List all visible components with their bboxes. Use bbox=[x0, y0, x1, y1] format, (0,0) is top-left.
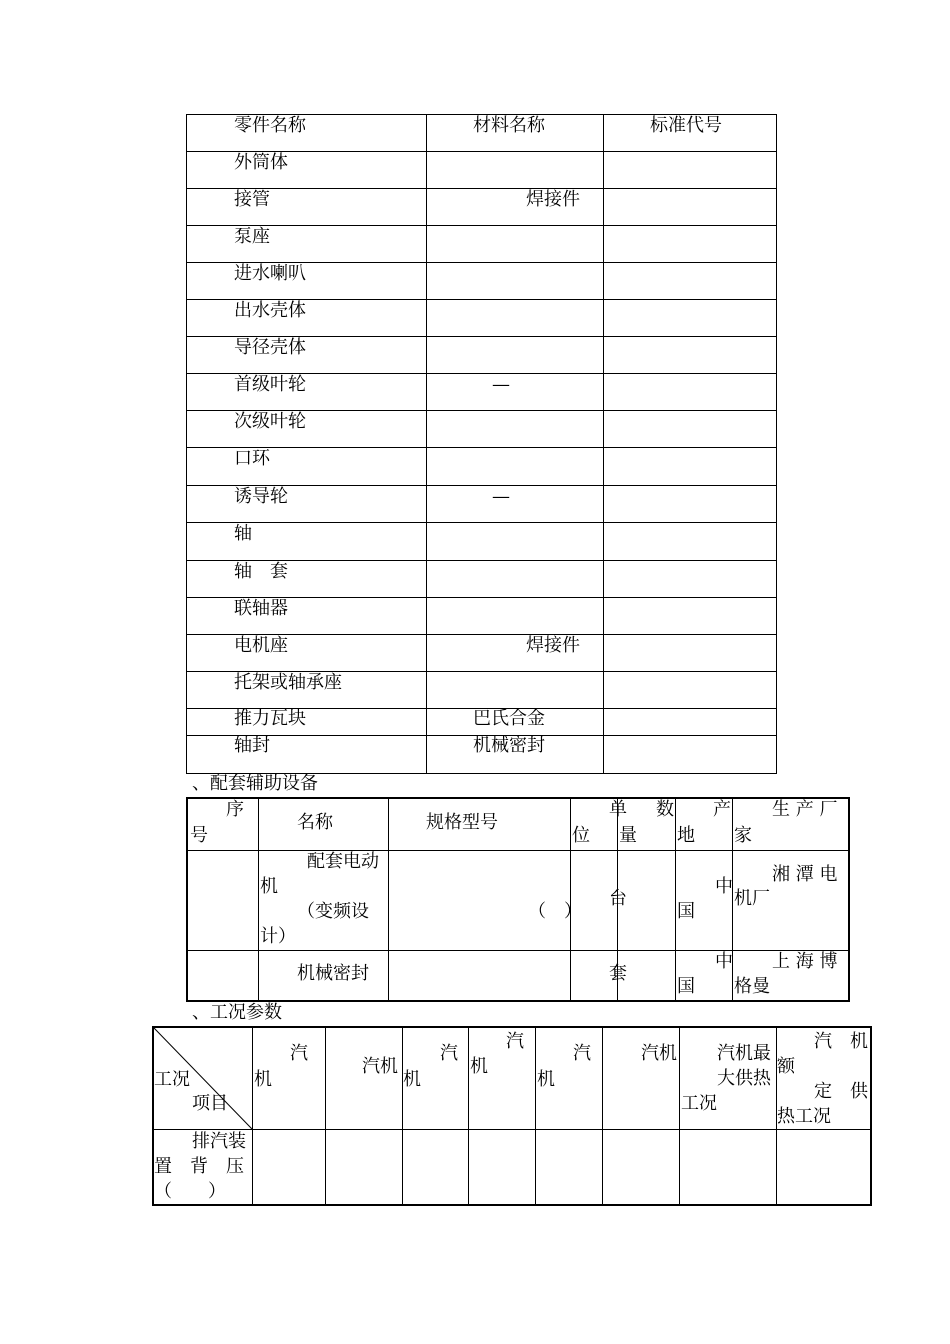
section-title-auxiliary-equipment: 、配套辅助设备 bbox=[192, 773, 318, 794]
header-qty: 数 bbox=[656, 799, 674, 820]
col-header: 工况 bbox=[681, 1093, 717, 1114]
part-name-cell: 电机座 bbox=[234, 635, 288, 656]
part-name-cell: 轴封 bbox=[234, 735, 270, 756]
part-name-cell: 外筒体 bbox=[234, 152, 288, 173]
header-part-name: 零件名称 bbox=[234, 115, 306, 136]
col-header: 汽 bbox=[506, 1031, 524, 1052]
col-header: 定 供 bbox=[814, 1081, 868, 1102]
header-material-name: 材料名称 bbox=[473, 115, 545, 136]
equipment-maker: 格曼 bbox=[734, 976, 770, 997]
part-name-cell: 诱导轮 bbox=[234, 486, 288, 507]
material-cell: — bbox=[492, 486, 510, 507]
header-maker: 生 产 厂 bbox=[772, 799, 838, 820]
col-header: 热工况 bbox=[777, 1106, 831, 1127]
header-unit: 单 bbox=[609, 799, 627, 820]
equipment-maker: 湘 潭 电 bbox=[772, 864, 838, 885]
equipment-unit: 台 bbox=[609, 888, 627, 909]
part-name-cell: 进水喇叭 bbox=[234, 263, 306, 284]
equipment-origin: 中 bbox=[715, 951, 733, 972]
equipment-name: 机械密封 bbox=[297, 963, 369, 984]
material-cell: 巴氏合金 bbox=[473, 708, 545, 729]
col-header: 汽机最 bbox=[717, 1043, 771, 1064]
part-name-cell: 推力瓦块 bbox=[234, 708, 306, 729]
material-cell: — bbox=[492, 374, 510, 395]
col-header: 机 bbox=[403, 1069, 421, 1090]
row-label-exhaust-backpressure: （ ） bbox=[154, 1181, 226, 1202]
header-origin: 地 bbox=[677, 825, 695, 846]
col-header: 汽 机 bbox=[814, 1031, 868, 1052]
equipment-origin: 国 bbox=[677, 976, 695, 997]
col-header: 额 bbox=[777, 1056, 795, 1077]
col-header: 机 bbox=[254, 1069, 272, 1090]
part-name-cell: 次级叶轮 bbox=[234, 411, 306, 432]
header-origin: 产 bbox=[713, 799, 731, 820]
part-name-cell: 轴 套 bbox=[234, 561, 288, 582]
header-spec: 规格型号 bbox=[426, 812, 498, 833]
header-qty: 量 bbox=[619, 825, 637, 846]
col-header: 汽 bbox=[440, 1043, 458, 1064]
col-header: 汽 bbox=[573, 1043, 591, 1064]
equipment-maker: 上 海 博 bbox=[772, 951, 838, 972]
part-name-cell: 口环 bbox=[234, 448, 270, 469]
header-no: 序 bbox=[226, 799, 244, 820]
part-name-cell: 接管 bbox=[234, 189, 270, 210]
material-cell: 焊接件 bbox=[526, 189, 580, 210]
header-no: 号 bbox=[190, 825, 208, 846]
part-name-cell: 导径壳体 bbox=[234, 337, 306, 358]
part-name-cell: 泵座 bbox=[234, 226, 270, 247]
part-name-cell: 轴 bbox=[234, 523, 252, 544]
col-header: 汽机 bbox=[362, 1056, 398, 1077]
equipment-unit: 套 bbox=[609, 963, 627, 984]
corner-label-condition: 工况 bbox=[154, 1069, 190, 1090]
header-maker: 家 bbox=[734, 825, 752, 846]
part-name-cell: 托架或轴承座 bbox=[234, 672, 342, 693]
material-cell: 焊接件 bbox=[526, 635, 580, 656]
equipment-origin: 中 bbox=[715, 876, 733, 897]
equipment-name: 配套电动 bbox=[307, 851, 379, 872]
equipment-name: 机 bbox=[260, 876, 278, 897]
col-header: 汽机 bbox=[641, 1043, 677, 1064]
material-cell: 机械密封 bbox=[473, 735, 545, 756]
col-header: 机 bbox=[537, 1069, 555, 1090]
part-name-cell: 联轴器 bbox=[234, 598, 288, 619]
equipment-origin: 国 bbox=[677, 901, 695, 922]
equipment-spec: （ ） bbox=[528, 901, 582, 922]
equipment-name: 计） bbox=[260, 926, 296, 947]
header-name: 名称 bbox=[297, 812, 333, 833]
col-header: 大供热 bbox=[717, 1068, 771, 1089]
header-unit: 位 bbox=[572, 825, 590, 846]
header-standard-code: 标准代号 bbox=[650, 115, 722, 136]
part-name-cell: 首级叶轮 bbox=[234, 374, 306, 395]
col-header: 汽 bbox=[290, 1043, 308, 1064]
section-title-operating-parameters: 、工况参数 bbox=[192, 1002, 282, 1023]
col-header: 机 bbox=[470, 1056, 488, 1077]
row-label-exhaust-backpressure: 排汽装 bbox=[192, 1131, 246, 1152]
equipment-name: （变频设 bbox=[297, 901, 369, 922]
equipment-maker: 机厂 bbox=[734, 888, 770, 909]
row-label-exhaust-backpressure: 置 背 压 bbox=[154, 1156, 244, 1177]
corner-label-item: 项目 bbox=[192, 1093, 228, 1114]
part-name-cell: 出水壳体 bbox=[234, 300, 306, 321]
